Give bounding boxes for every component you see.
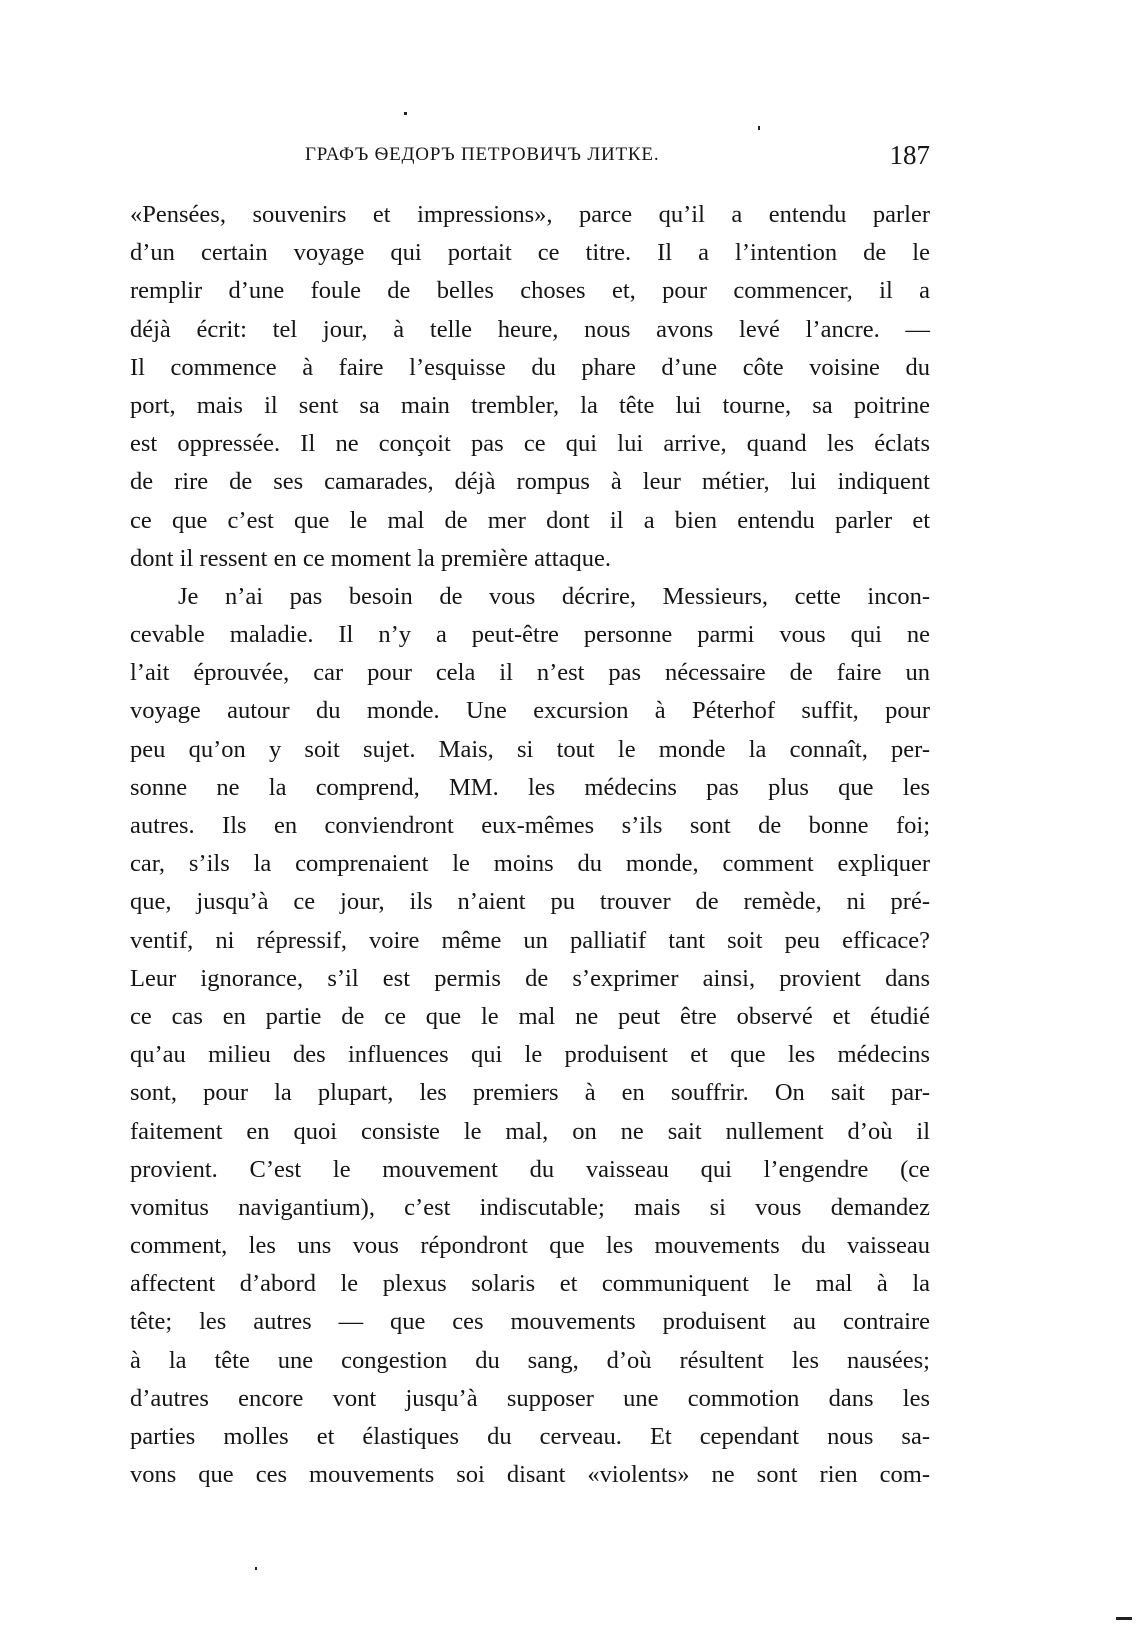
text-line: de rire de ses camarades, déjà rompus à leur métier, lui indiquent bbox=[130, 468, 930, 496]
text-line: provient. C’est le mouvement du vaisseau qui l’engendre (ce bbox=[130, 1155, 930, 1183]
scan-speck bbox=[255, 1567, 257, 1570]
paragraph-first-line: Je n’ai pas besoin de vous décrire, Messieurs, cette incon- bbox=[178, 582, 930, 610]
text-line: d’un certain voyage qui portait ce titre. Il a l’intention de le bbox=[130, 239, 930, 267]
text-line: autres. Ils en conviendront eux-mêmes s’ils sont de bonne foi; bbox=[130, 812, 930, 839]
text-line: sont, pour la plupart, les premiers à en souffrir. On sait par- bbox=[130, 1079, 930, 1107]
text-line: ce que c’est que le mal de mer dont il a bien entendu parler et bbox=[130, 506, 930, 534]
text-line: Leur ignorance, s’il est permis de s’exprimer ainsi, provient dans bbox=[130, 964, 930, 992]
scan-speck bbox=[404, 112, 407, 115]
text-line: cevable maladie. Il n’y a peut-être personne parmi vous qui ne bbox=[130, 621, 930, 649]
page-number: 187 bbox=[889, 140, 930, 170]
text-line: comment, les uns vous répondront que les mouvements du vaisseau bbox=[130, 1232, 930, 1260]
text-line: voyage autour du monde. Une excursion à Péterhof suffit, pour bbox=[130, 697, 930, 725]
running-header bbox=[130, 140, 930, 172]
text-line: affectent d’abord le plexus solaris et communiquent le mal à la bbox=[130, 1270, 930, 1298]
text-line: faitement en quoi consiste le mal, on ne sait nullement d’où il bbox=[130, 1117, 930, 1145]
text-line: remplir d’une foule de belles choses et, pour commencer, il a bbox=[130, 277, 930, 305]
text-line: «Pensées, souvenirs et impressions», parce qu’il a entendu parler bbox=[130, 201, 930, 228]
text-line: port, mais il sent sa main trembler, la tête lui tourne, sa poitrine bbox=[130, 391, 930, 419]
text-line: tête; les autres — que ces mouvements produisent au contraire bbox=[130, 1308, 930, 1336]
text-line: parties molles et élastiques du cerveau. Et cependant nous sa- bbox=[130, 1423, 930, 1450]
text-line: déjà écrit: tel jour, à telle heure, nous avons levé l’ancre. — bbox=[130, 315, 930, 343]
text-line: est oppressée. Il ne conçoit pas ce qui lui arrive, quand les éclats bbox=[130, 430, 930, 458]
body-text bbox=[130, 196, 930, 1494]
text-line: ce cas en partie de ce que le mal ne peut être observé et étudié bbox=[130, 1002, 930, 1030]
text-line: qu’au milieu des influences qui le produisent et que les médecins bbox=[130, 1041, 930, 1069]
running-title: ГРАФЪ ѲЕДОРЪ ПЕТРОВИЧЪ ЛИТКЕ. bbox=[305, 144, 660, 165]
text-line: l’ait éprouvée, car pour cela il n’est pas nécessaire de faire un bbox=[130, 659, 930, 687]
text-line: car, s’ils la comprenaient le moins du monde, comment expliquer bbox=[130, 850, 930, 878]
text-line: Il commence à faire l’esquisse du phare d’une côte voisine du bbox=[130, 353, 930, 381]
scan-speck bbox=[758, 126, 760, 130]
text-line: vomitus navigantium), c’est indiscutable; mais si vous demandez bbox=[130, 1193, 930, 1221]
text-line: peu qu’on y soit sujet. Mais, si tout le monde la connaît, per- bbox=[130, 735, 930, 763]
text-line: à la tête une congestion du sang, d’où résultent les nausées; bbox=[130, 1346, 930, 1374]
text-line: vons que ces mouvements soi disant «violents» ne sont rien com- bbox=[130, 1461, 930, 1489]
text-line: dont il ressent en ce moment la première attaque. bbox=[130, 544, 611, 572]
text-line: d’autres encore vont jusqu’à supposer une commotion dans les bbox=[130, 1384, 930, 1412]
text-line: sonne ne la comprend, MM. les médecins pas plus que les bbox=[130, 773, 930, 801]
scan-speck bbox=[1116, 1617, 1132, 1620]
text-line: que, jusqu’à ce jour, ils n’aient pu trouver de remède, ni pré- bbox=[130, 888, 930, 916]
text-line: ventif, ni répressif, voire même un palliatif tant soit peu efficace? bbox=[130, 926, 930, 954]
